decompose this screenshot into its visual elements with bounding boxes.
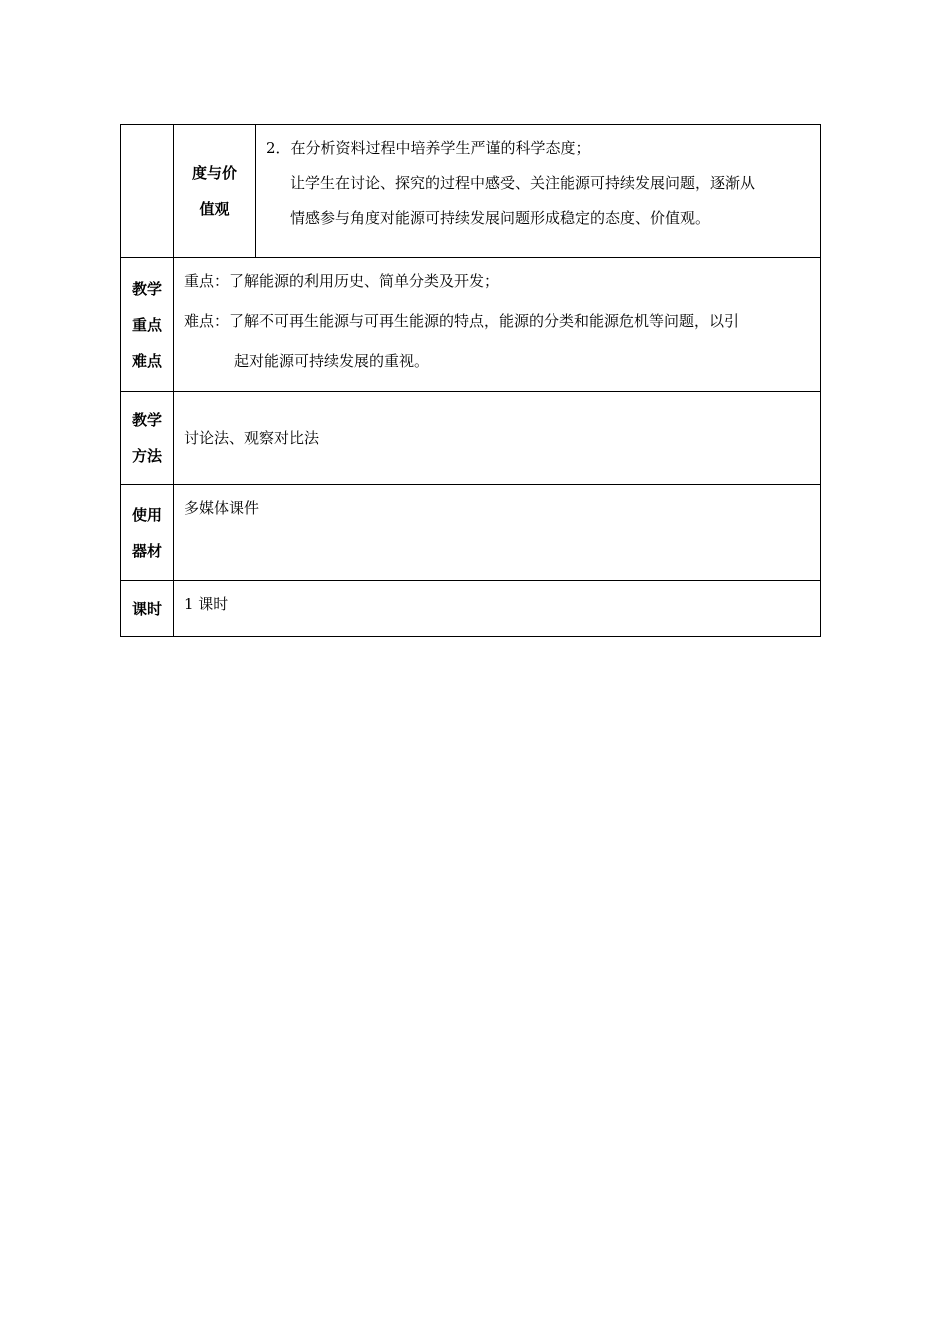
key-points-content: [174, 258, 821, 392]
attitude-values-content: [256, 125, 821, 258]
class-hours-content: [174, 581, 821, 637]
table-row-teaching-method: [121, 392, 821, 485]
sub-label-line: 度与价: [191, 164, 237, 182]
content-line: 情感参与角度对能源可持续发展问题形成稳定的态度、价值观。: [290, 209, 711, 227]
content-line: 起对能源可持续发展的重视。: [234, 352, 430, 370]
label-line: 难点: [131, 351, 162, 370]
label-line: 方法: [131, 447, 162, 465]
label-class-hours: [121, 581, 174, 637]
label-equipment: [121, 485, 174, 581]
table-row-class-hours: [121, 581, 821, 637]
label-line: 课时: [131, 599, 162, 618]
label-line: 使用: [131, 505, 162, 524]
label-line: 器材: [131, 541, 162, 560]
equipment-content: [174, 485, 821, 581]
label-line: 教学: [131, 279, 162, 298]
empty-label-cell: [121, 125, 174, 258]
sub-label-attitude-values: [174, 125, 256, 258]
content-line: 多媒体课件: [184, 499, 260, 517]
teaching-method-content: [174, 392, 821, 485]
content-line: 难点：了解不可再生能源与可再生能源的特点，能源的分类和能源危机等问题，以引: [184, 312, 740, 330]
table-row-equipment: [121, 485, 821, 581]
label-teaching-method: [121, 392, 174, 485]
table-row-attitude-values: [121, 125, 821, 258]
label-line: 重点: [131, 315, 162, 334]
content-line: 让学生在讨论、探究的过程中感受、关注能源可持续发展问题，逐渐从: [290, 174, 756, 192]
content-line: 2．在分析资料过程中培养学生严谨的科学态度；: [266, 139, 591, 157]
table-row-key-points: [121, 258, 821, 392]
content-line: 讨论法、观察对比法: [184, 429, 320, 447]
sub-label-line: 值观: [199, 200, 230, 218]
content-line: 1 课时: [184, 595, 229, 613]
lesson-plan-table: [120, 124, 821, 637]
label-key-difficult-points: [121, 258, 174, 392]
content-line: 重点：了解能源的利用历史、简单分类及开发；: [184, 272, 500, 290]
label-line: 教学: [131, 411, 162, 429]
